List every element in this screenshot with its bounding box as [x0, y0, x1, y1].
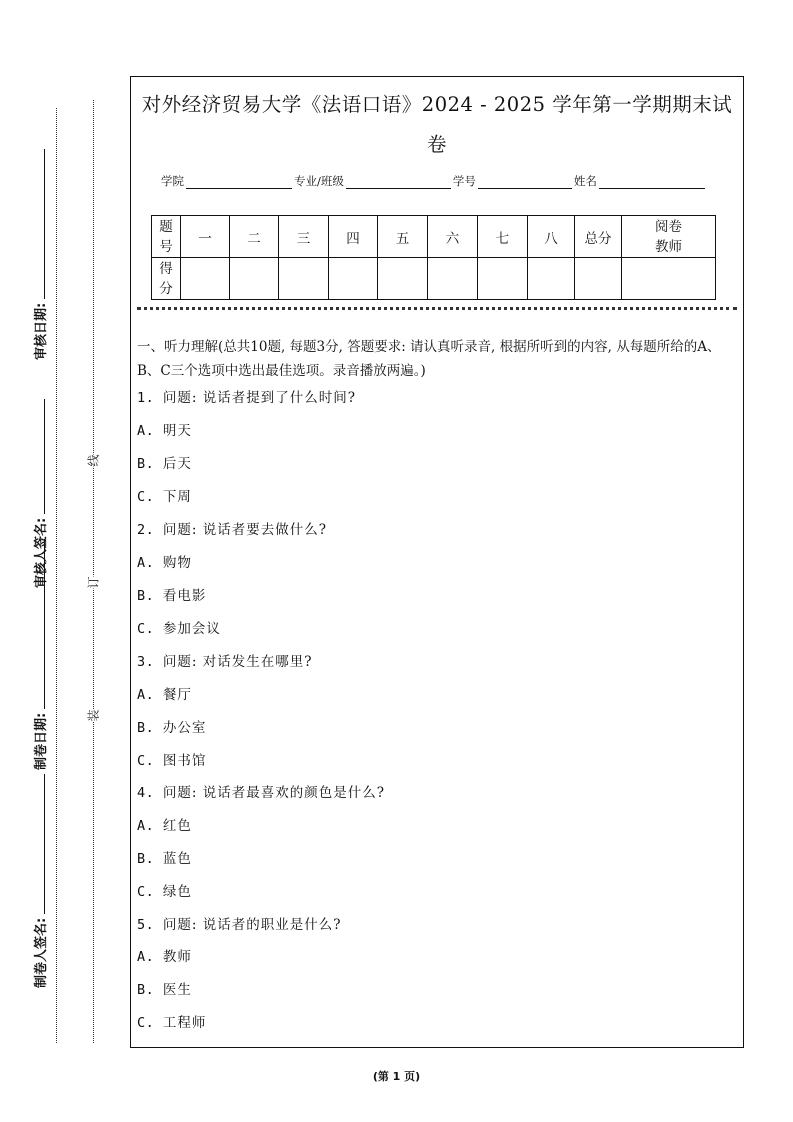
score-cell[interactable]	[230, 258, 279, 300]
section-1-heading: 一、听力理解(总共10题, 每题3分, 答题要求: 请认真听录音, 根据所听到的内容, 从每题所给的A、B、C三个选项中选出最佳选项。录音播放两遍。)	[137, 339, 721, 379]
column-header: 七	[478, 216, 528, 258]
score-cell[interactable]	[478, 258, 528, 300]
option-5c[interactable]: C. 工程师	[137, 1015, 207, 1031]
question-2: 2. 问题: 说话者要去做什么?	[137, 522, 327, 538]
option-4b[interactable]: B. 蓝色	[137, 851, 192, 867]
maker-date-label: 制卷日期:	[34, 712, 49, 770]
option-3a[interactable]: A. 餐厅	[137, 687, 192, 703]
maker-date-blank[interactable]	[32, 539, 45, 709]
student-id-input[interactable]	[478, 175, 572, 189]
column-header: 四	[329, 216, 378, 258]
question-3: 3. 问题: 对话发生在哪里?	[137, 654, 313, 670]
score-row-label: 得 分	[152, 258, 181, 300]
option-5b[interactable]: B. 医生	[137, 982, 192, 998]
binding-char-bind: 订	[83, 576, 104, 588]
reviewer-sign-blank[interactable]	[32, 399, 45, 514]
exam-title-line2: 卷	[426, 133, 447, 156]
option-3b[interactable]: B. 办公室	[137, 720, 207, 736]
maker-sign-label: 制卷人签名:	[34, 917, 49, 988]
column-header: 五	[378, 216, 428, 258]
reviewer-date-field	[30, 149, 49, 360]
grader-header: 阅卷 教师	[622, 216, 716, 258]
college-input[interactable]	[186, 175, 292, 189]
question-5: 5. 问题: 说话者的职业是什么?	[137, 917, 342, 933]
option-5a[interactable]: A. 教师	[137, 949, 192, 965]
grader-cell[interactable]	[622, 258, 716, 300]
binding-char-mount: 装	[83, 709, 104, 721]
major-class-input[interactable]	[346, 175, 451, 189]
binding-char-line: 线	[83, 454, 104, 466]
score-cell[interactable]	[279, 258, 329, 300]
option-1c[interactable]: C. 下周	[137, 489, 192, 505]
score-cell[interactable]	[181, 258, 230, 300]
column-header: 六	[428, 216, 478, 258]
student-info-row	[161, 173, 707, 189]
total-score-header: 总分	[575, 216, 622, 258]
name-label: 姓名	[573, 174, 597, 188]
exam-title-line1: 对外经济贸易大学《法语口语》2024 - 2025 学年第一学期期末试	[141, 93, 733, 116]
option-2b[interactable]: B. 看电影	[137, 588, 207, 604]
score-cell[interactable]	[378, 258, 428, 300]
maker-sign-blank[interactable]	[32, 774, 45, 914]
exam-title	[131, 85, 743, 165]
reviewer-sign-label: 审核人签名:	[34, 517, 49, 588]
question-number-header: 题 号	[152, 216, 181, 258]
college-label: 学院	[161, 174, 184, 188]
option-1a[interactable]: A. 明天	[137, 423, 192, 439]
section-divider	[137, 307, 737, 310]
column-header: 三	[279, 216, 329, 258]
maker-sign-field	[30, 774, 49, 988]
column-header: 二	[230, 216, 279, 258]
maker-date-field	[30, 539, 49, 770]
option-2c[interactable]: C. 参加会议	[137, 621, 221, 637]
score-table-score-row	[152, 258, 716, 300]
page-number: (第 1 页)	[372, 1070, 421, 1083]
score-cell[interactable]	[329, 258, 378, 300]
option-2a[interactable]: A. 购物	[137, 555, 192, 571]
option-1b[interactable]: B. 后天	[137, 456, 192, 472]
reviewer-date-blank[interactable]	[32, 149, 45, 299]
score-cell[interactable]	[428, 258, 478, 300]
column-header: 八	[528, 216, 575, 258]
total-score-cell[interactable]	[575, 258, 622, 300]
student-id-label: 学号	[452, 174, 476, 188]
option-3c[interactable]: C. 图书馆	[137, 753, 207, 769]
option-4a[interactable]: A. 红色	[137, 818, 192, 834]
major-class-label: 专业/班级	[294, 174, 344, 188]
score-table-header-row	[152, 216, 716, 258]
score-table	[151, 215, 716, 300]
exam-frame	[130, 76, 744, 1048]
score-cell[interactable]	[528, 258, 575, 300]
binding-dotted-line-inner	[93, 100, 94, 1043]
question-4: 4. 问题: 说话者最喜欢的颜色是什么?	[137, 785, 385, 801]
name-input[interactable]	[599, 175, 705, 189]
option-4c[interactable]: C. 绿色	[137, 884, 192, 900]
reviewer-date-label: 审核日期:	[34, 302, 49, 360]
question-1: 1. 问题: 说话者提到了什么时间?	[137, 390, 356, 406]
column-header: 一	[181, 216, 230, 258]
binding-dotted-line-outer	[56, 108, 57, 1043]
